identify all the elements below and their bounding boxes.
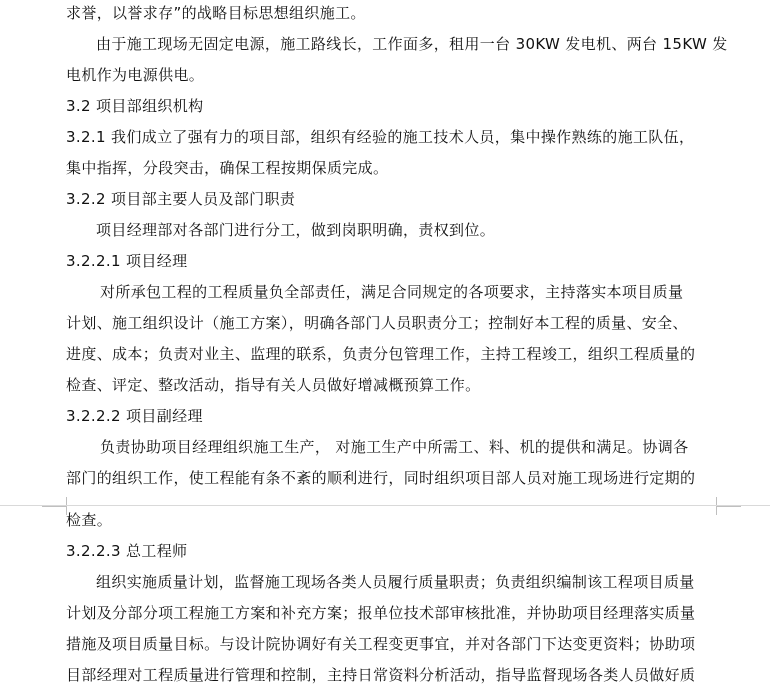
section-heading: 3.2.2.3 总工程师 [66, 542, 188, 560]
section-heading: 3.2 项目部组织机构 [66, 97, 204, 115]
text-line: 计划、施工组织设计（施工方案），明确各部门人员职责分工；控制好本工程的质量、安全、 [66, 314, 688, 332]
crop-mark [716, 506, 741, 515]
section-heading: 3.2.2.2 项目副经理 [66, 407, 203, 425]
page-break-divider [0, 505, 770, 506]
text-line: 措施及项目质量目标。与设计院协调好有关工程变更事宜，并对各部门下达变更资料；协助项 [66, 635, 696, 653]
text-line: 目部经理对工程质量进行管理和控制，主持日常资料分析活动，指导监督现场各类人员做好质 [66, 666, 696, 684]
text-line: 求誉，以誉求存”的战略目标思想组织施工。 [66, 4, 366, 22]
text-line: 负责协助项目经理组织施工生产， 对施工生产中所需工、料、机的提供和满足。协调各 [100, 438, 689, 456]
text-line: 检查、评定、整改活动，指导有关人员做好增减概预算工作。 [66, 376, 481, 394]
text-line: 集中指挥，分段突击，确保工程按期保质完成。 [66, 159, 389, 177]
text-line: 对所承包工程的工程质量负全部责任，满足合同规定的各项要求，主持落实本项目质量 [100, 283, 684, 301]
section-heading: 3.2.2.1 项目经理 [66, 252, 188, 270]
text-line: 3.2.1 我们成立了强有力的项目部，组织有经验的施工技术人员，集中操作熟练的施工队伍， [66, 128, 695, 146]
text-line: 组织实施质量计划，监督施工现场各类人员履行质量职责；负责组织编制该工程项目质量 [96, 573, 695, 591]
text-line: 电机作为电源供电。 [66, 66, 205, 84]
text-line: 计划及分部分项工程施工方案和补充方案；报单位技术部审核批准，并协助项目经理落实质量 [66, 604, 696, 622]
text-line: 进度、成本；负责对业主、监理的联系，负责分包管理工作，主持工程竣工，组织工程质量的 [66, 345, 696, 363]
text-line: 检查。 [66, 511, 113, 529]
section-heading: 3.2.2 项目部主要人员及部门职责 [66, 190, 296, 208]
crop-mark [42, 506, 67, 515]
text-line: 由于施工现场无固定电源，施工路线长，工作面多，租用一台 30KW 发电机、两台 15KW 发 [96, 35, 728, 53]
text-line: 项目经理部对各部门进行分工，做到岗职明确，责权到位。 [96, 221, 496, 239]
text-line: 部门的组织工作，使工程能有条不紊的顺利进行，同时组织项目部人员对施工现场进行定期的 [66, 469, 696, 487]
